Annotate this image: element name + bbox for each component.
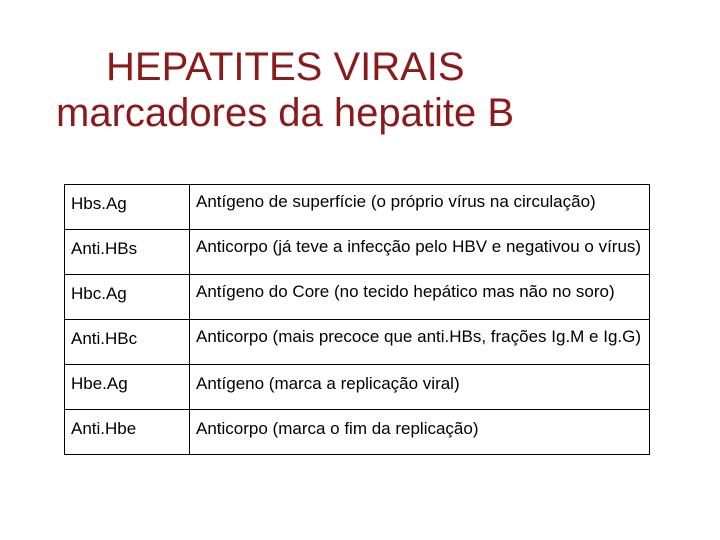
marker-cell: Anti.HBs bbox=[65, 230, 190, 275]
marker-cell: Hbs.Ag bbox=[65, 185, 190, 230]
table-row bbox=[65, 275, 650, 320]
table-row bbox=[65, 365, 650, 410]
description-cell: Anticorpo (já teve a infecção pelo HBV e negativou o vírus) bbox=[190, 230, 650, 275]
marker-cell: Hbe.Ag bbox=[65, 365, 190, 410]
description-cell: Antígeno do Core (no tecido hepático mas não no soro) bbox=[190, 275, 650, 320]
table-row bbox=[65, 230, 650, 275]
marker-cell: Anti.Hbe bbox=[65, 410, 190, 455]
title-line-1: HEPATITES VIRAIS bbox=[106, 45, 465, 89]
description-cell: Anticorpo (mais precoce que anti.HBs, frações Ig.M e Ig.G) bbox=[190, 320, 650, 365]
table-row bbox=[65, 320, 650, 365]
marker-cell: Anti.HBc bbox=[65, 320, 190, 365]
description-cell: Antígeno de superfície (o próprio vírus na circulação) bbox=[190, 185, 650, 230]
description-cell: Antígeno (marca a replicação viral) bbox=[190, 365, 650, 410]
markers-table bbox=[64, 184, 650, 455]
table-row bbox=[65, 185, 650, 230]
table-row bbox=[65, 410, 650, 455]
page-title bbox=[0, 44, 720, 136]
marker-cell: Hbc.Ag bbox=[65, 275, 190, 320]
description-cell: Anticorpo (marca o fim da replicação) bbox=[190, 410, 650, 455]
title-line-2: marcadores da hepatite B bbox=[56, 91, 515, 135]
